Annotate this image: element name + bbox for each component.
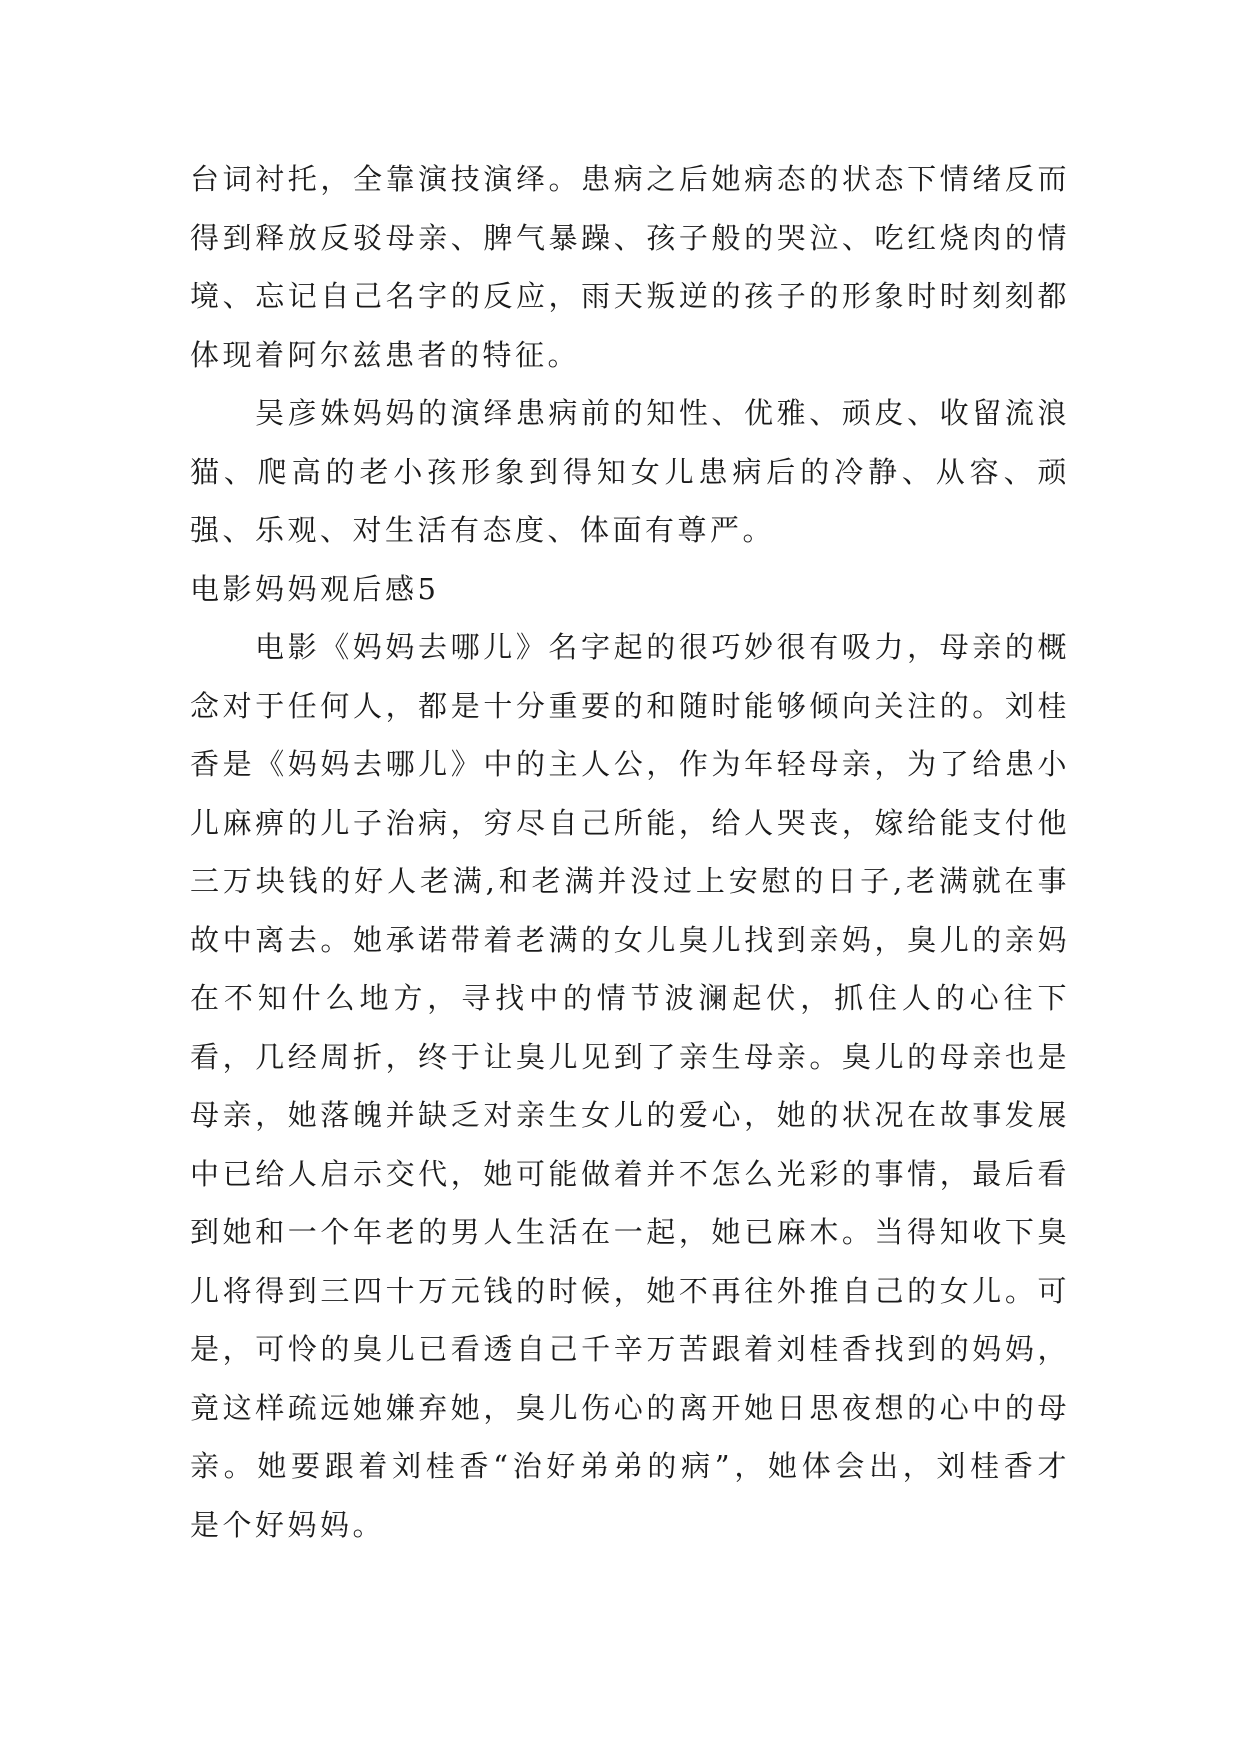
paragraph-mother-performance: 吴彦姝妈妈的演绎患病前的知性、优雅、顽皮、收留流浪猫、爬高的老小孩形象到得知女儿患病后的冷静、从容、顽强、乐观、对生活有态度、体面有尊严。 [190,396,1070,547]
paragraph-review: 电影《妈妈去哪儿》名字起的很巧妙很有吸力，母亲的概念对于任何人，都是十分重要的和随时能够倾向关注的。刘桂香是《妈妈去哪儿》中的主人公，作为年轻母亲，为了给患小儿麻痹的儿子治病，穷尽自己所能，给人哭丧，嫁给能支付他三万块钱的好人老满,和老满并没过上安慰的日子,老满就在事故中离去。她承诺带着老满的女儿臭儿找到亲妈，臭儿的亲妈在不知什么地方，寻找中的情节波澜起伏，抓住人的心往下看，几经周折，终于让臭儿见到了亲生母亲。臭儿的母亲也是母亲，她落魄并缺乏对亲生女儿的爱心，她的状况在故事发展中已给人启示交代，她可能做着并不怎么光彩的事情，最后看到她和一个年老的男人生活在一起，她已麻木。当得知收下臭儿将得到三四十万元钱的时候，她不再往外推自己的女儿。可是，可怜的臭儿已看透自己千辛万苦跟着刘桂香找到的妈妈，竟这样疏远她嫌弃她，臭儿伤心的离开她日思夜想的心中的母亲。她要跟着刘桂香“治好弟弟的病”，她体会出，刘桂香才是个好妈妈。 [190,630,1070,1542]
section-heading: 电影妈妈观后感5 [190,571,440,606]
document-page [190,150,1070,1554]
paragraph-continued: 台词衬托，全靠演技演绎。患病之后她病态的状态下情绪反而得到释放反驳母亲、脾气暴躁、孩子般的哭泣、吃红烧肉的情境、忘记自己名字的反应，雨天叛逆的孩子的形象时时刻刻都体现着阿尔兹患者的特征。 [190,162,1070,372]
